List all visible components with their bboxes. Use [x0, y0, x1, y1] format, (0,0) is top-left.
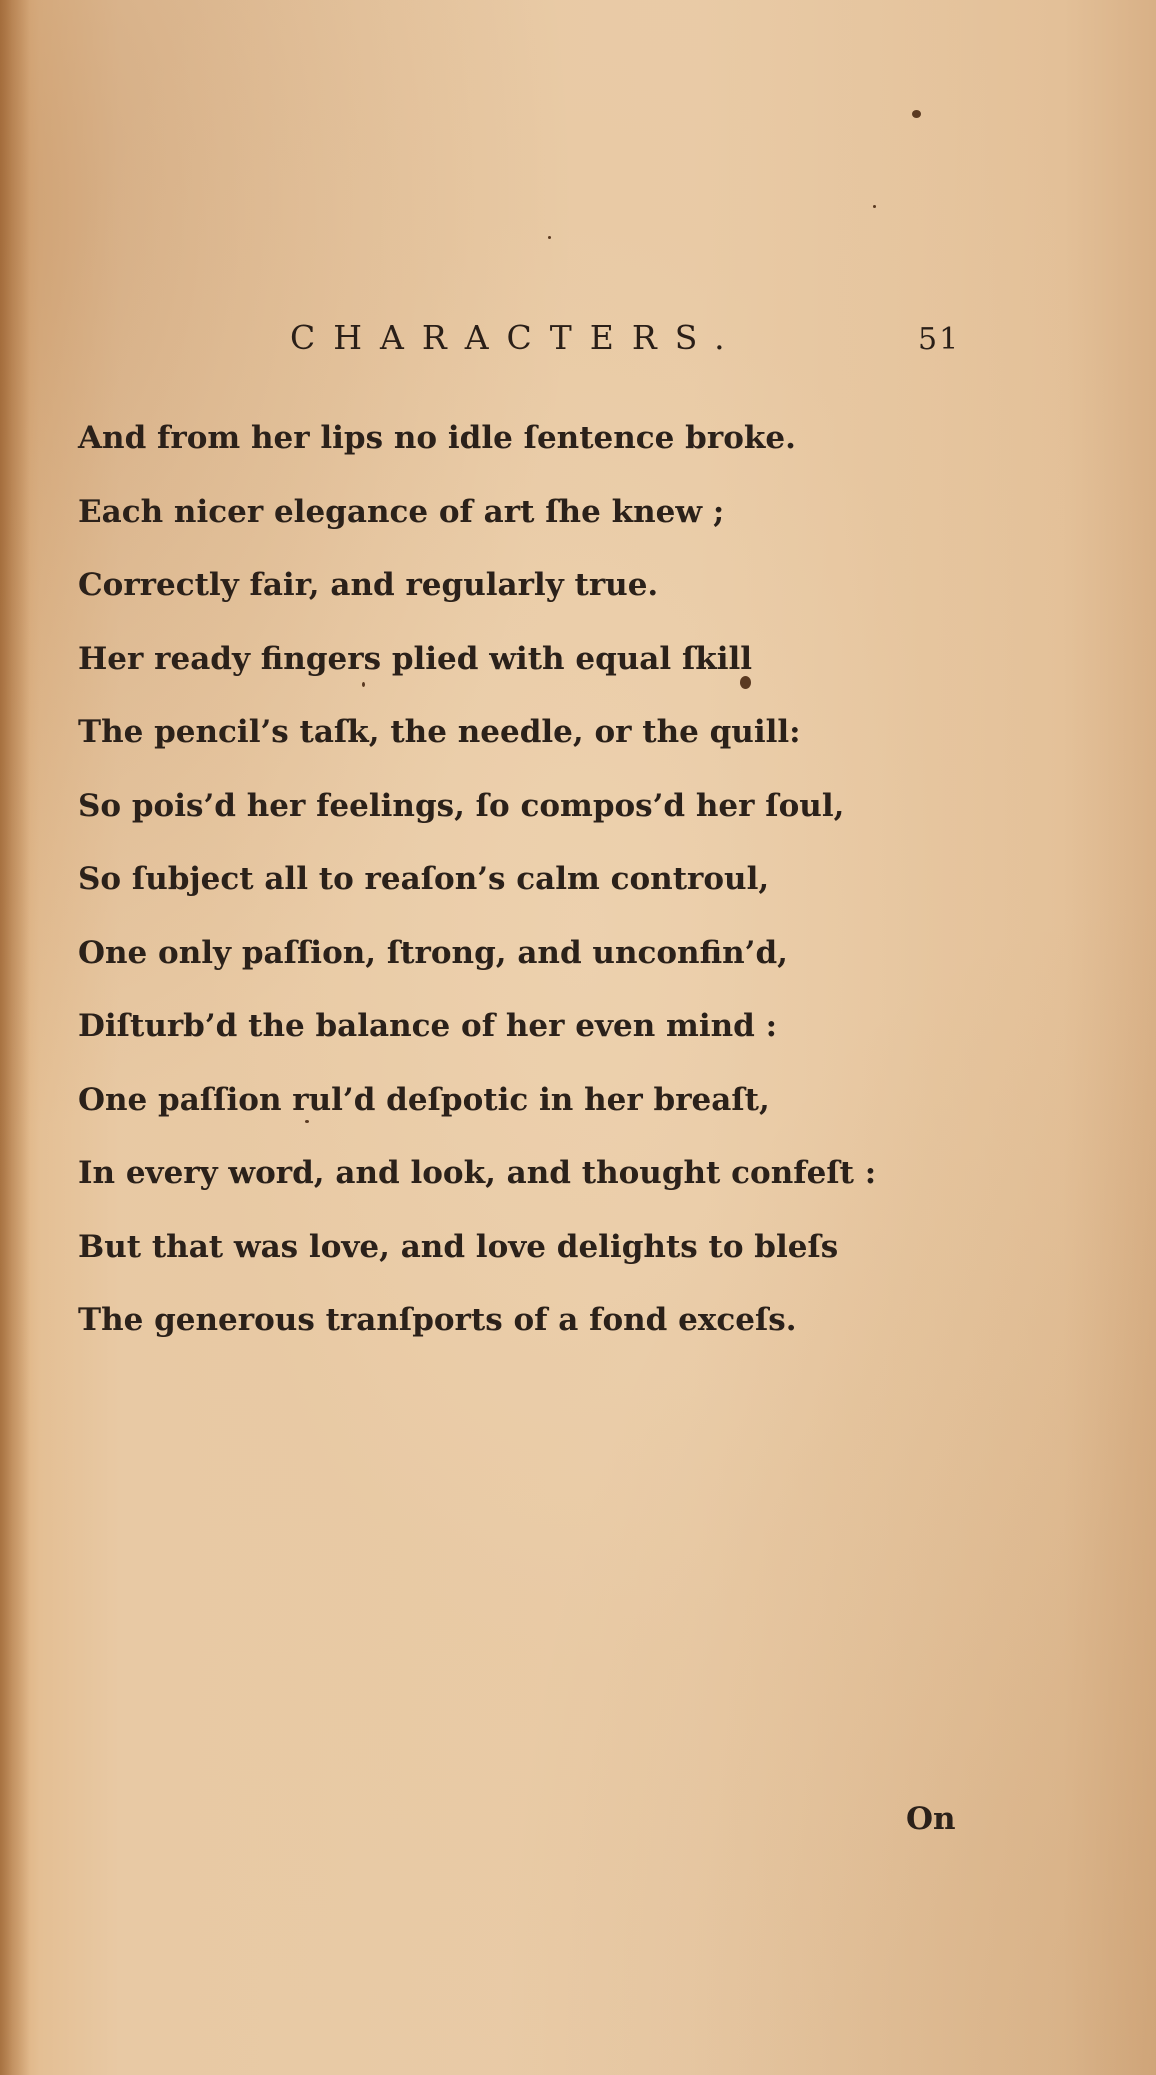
ink-speck — [873, 205, 876, 208]
verse-line: The pencil’s taſk, the needle, or the quill: — [78, 714, 801, 750]
verse-line: In every word, and look, and thought confeſt : — [78, 1155, 877, 1191]
verse-line: Correctly fair, and regularly true. — [78, 567, 659, 603]
verse-line: So pois’d her feelings, ſo compos’d her ſoul, — [78, 787, 845, 824]
ink-speck — [912, 110, 921, 118]
catchword: On — [906, 1801, 956, 1837]
verse-line: But that was love, and love delights to bleſs — [78, 1228, 839, 1265]
verse-line: The generous tranſports of a fond exceſs. — [78, 1302, 797, 1338]
poem-verse — [78, 402, 1078, 1358]
verse-line: Each nicer elegance of art ſhe knew ; — [78, 493, 725, 530]
page-number: 51 — [918, 322, 961, 357]
verse-line: Her ready fingers plied with equal ſkill — [78, 640, 753, 677]
verse-line: And from her lips no idle ſentence broke. — [78, 420, 796, 456]
verse-line: One only paſſion, ſtrong, and unconfin’d, — [78, 934, 788, 971]
ink-speck — [548, 236, 551, 239]
running-head: CHARACTERS. — [290, 318, 743, 357]
verse-line: So ſubject all to reaſon’s calm controul, — [78, 861, 770, 897]
verse-line: One paſſion rul’d deſpotic in her breaſt, — [78, 1081, 770, 1118]
page-gutter-shadow — [0, 0, 30, 2075]
verse-line: Diſturb’d the balance of her even mind : — [78, 1008, 778, 1044]
